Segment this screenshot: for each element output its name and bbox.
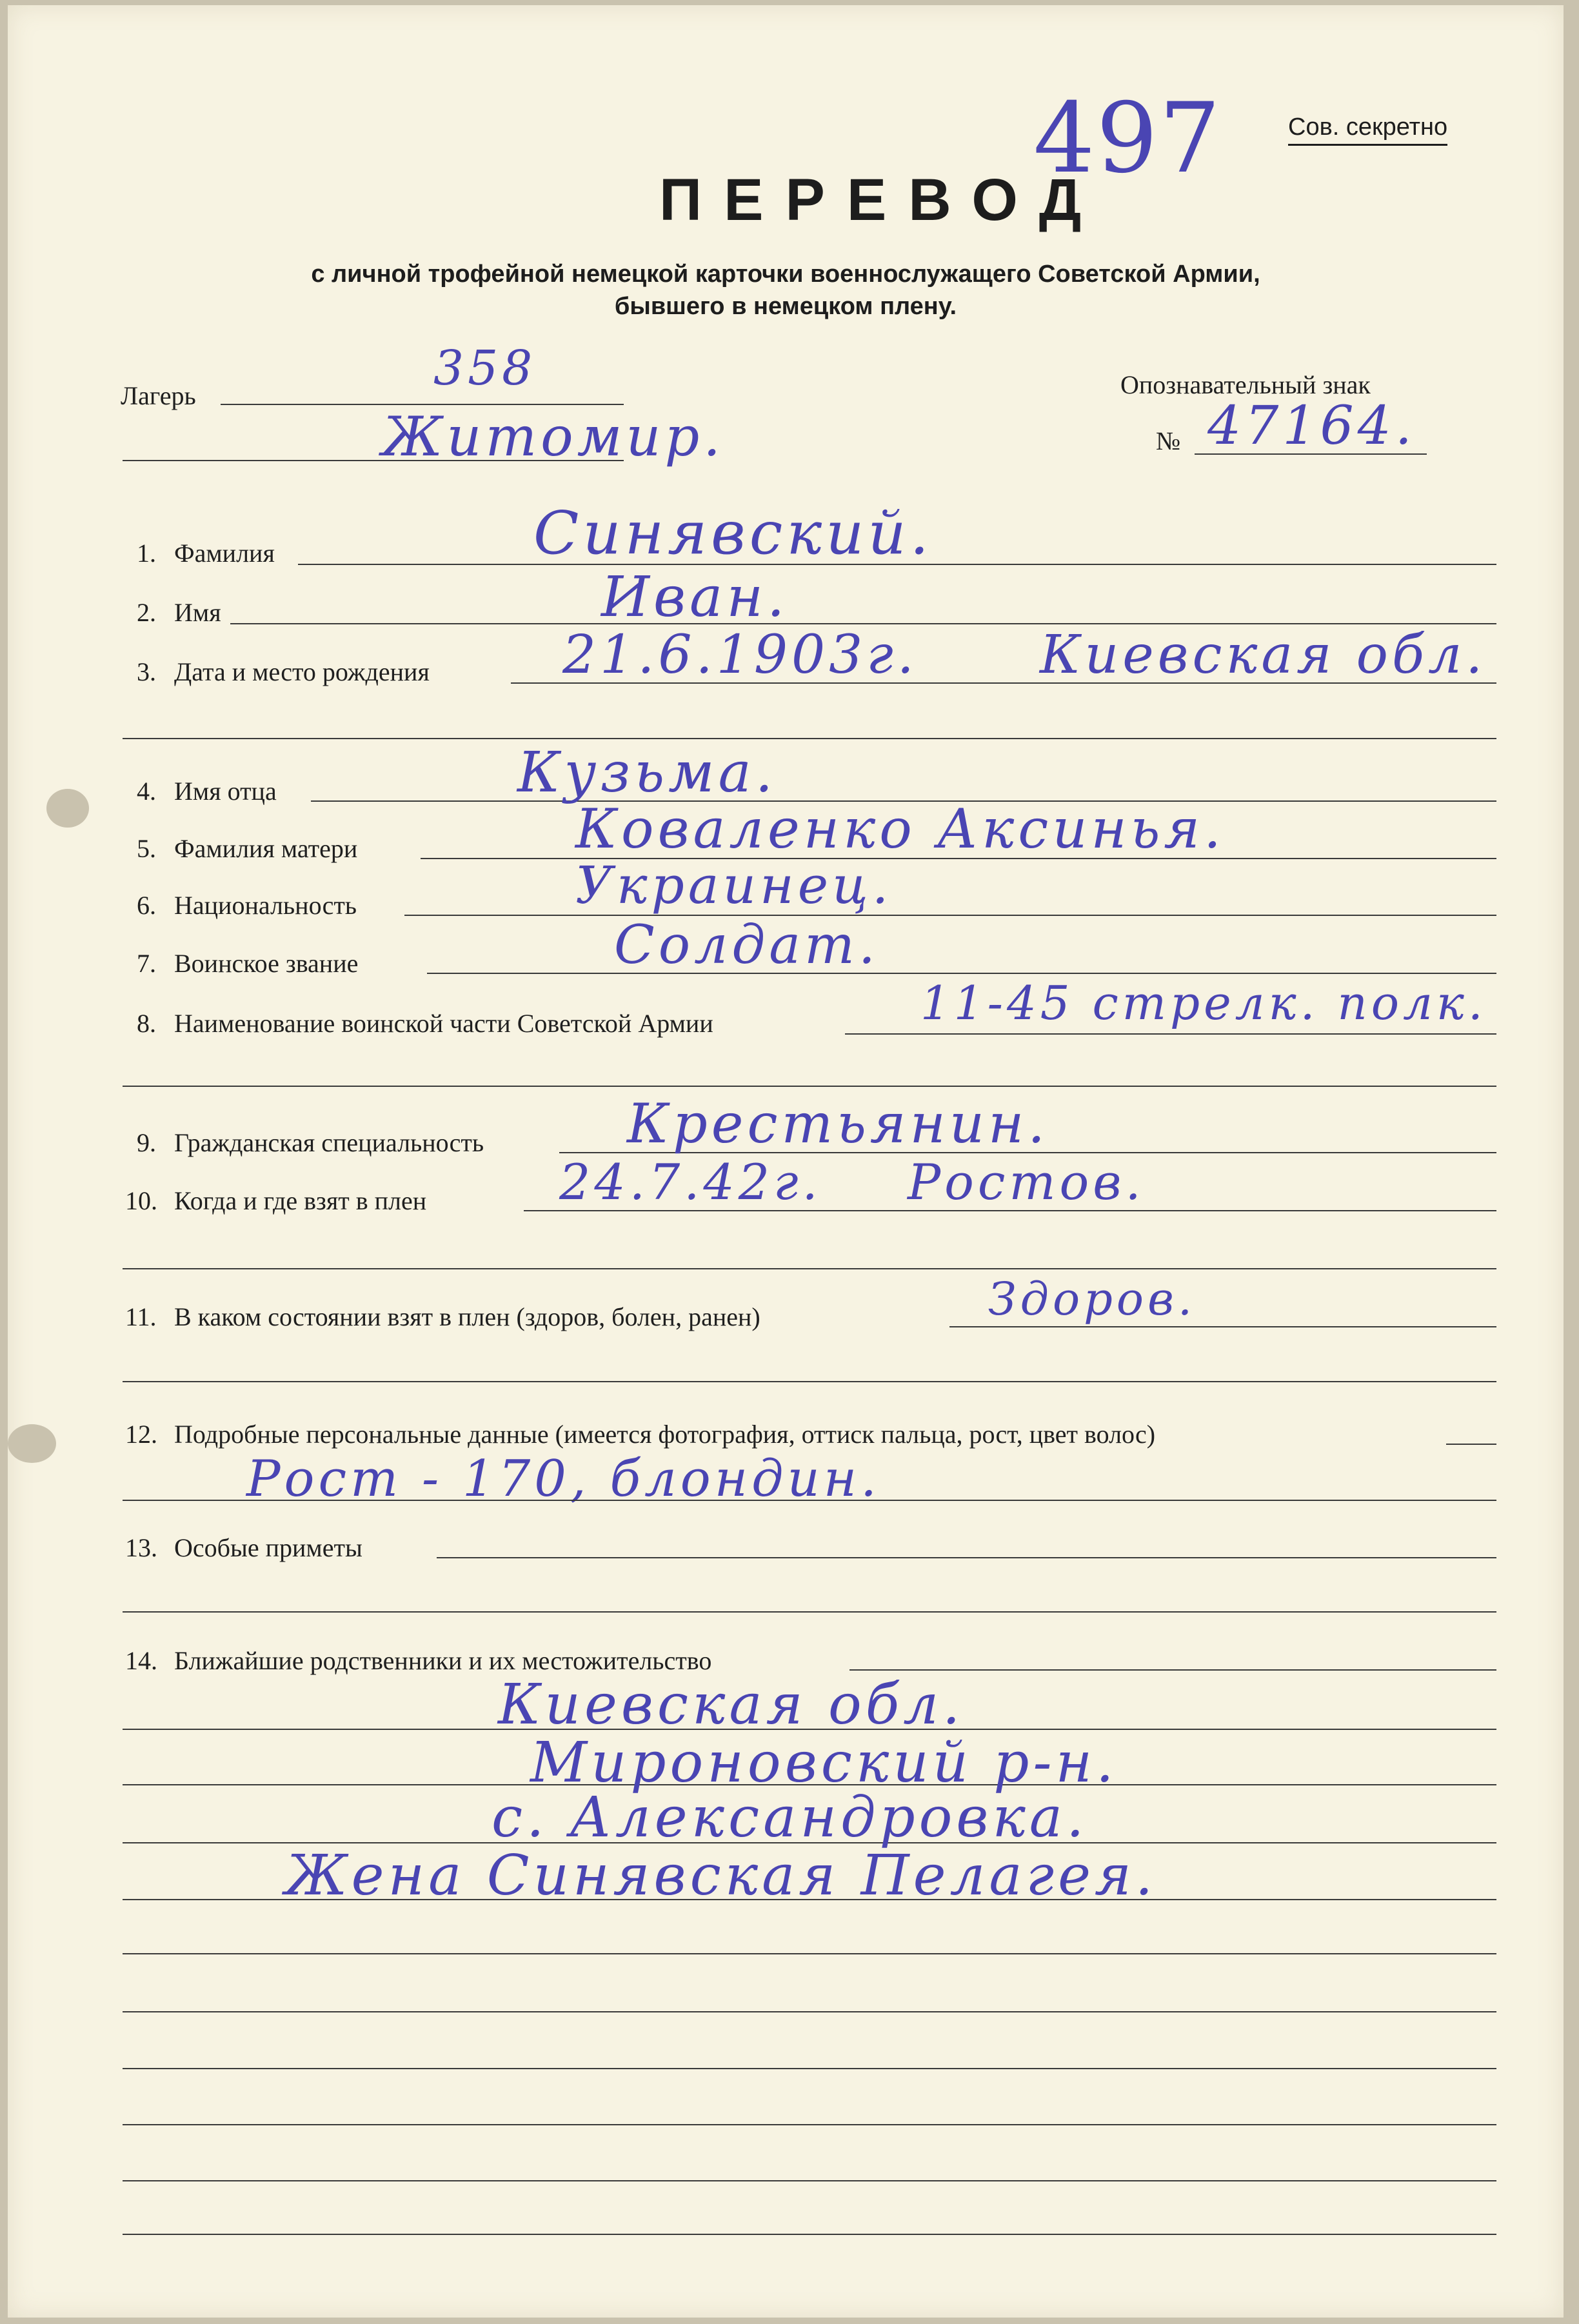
field-10-line-2 bbox=[123, 1268, 1496, 1269]
field-11-line-2 bbox=[123, 1381, 1496, 1382]
field-4-label: Имя отца bbox=[174, 777, 277, 806]
relatives-line-1-text: Киевская обл. bbox=[498, 1673, 964, 1737]
field-10-number: 10. bbox=[125, 1186, 157, 1215]
field-13-line-2 bbox=[123, 1611, 1496, 1613]
field-12-value: Рост - 170, блондин. bbox=[246, 1450, 880, 1508]
field-8-value: 11-45 стрелк. полк. bbox=[920, 976, 1487, 1030]
field-1-number: 1. bbox=[137, 539, 156, 568]
field-13-line bbox=[437, 1557, 1496, 1558]
field-4-number: 4. bbox=[137, 777, 156, 806]
registry-number: 497 bbox=[1033, 83, 1222, 195]
field-14-line bbox=[849, 1669, 1496, 1671]
camp-location: Житомир. bbox=[382, 405, 724, 468]
field-12-number: 12. bbox=[125, 1420, 157, 1449]
field-7-number: 7. bbox=[137, 949, 156, 978]
field-8-label: Наименование воинской части Советской Армии bbox=[174, 1009, 713, 1038]
field-6-value: Украинец. bbox=[575, 855, 893, 915]
field-13-number: 13. bbox=[125, 1533, 157, 1562]
secrecy-label: Сов. секретно bbox=[1288, 114, 1447, 146]
punch-hole-bottom bbox=[8, 1424, 56, 1463]
field-8-line bbox=[845, 1033, 1496, 1035]
field-14-label: Ближайшие родственники и их местожительство bbox=[174, 1646, 712, 1675]
field-6-label: Национальность bbox=[174, 891, 357, 920]
camp-label: Лагерь bbox=[121, 381, 196, 410]
relatives-line-7 bbox=[123, 2068, 1496, 2069]
field-10-label: Когда и где взят в плен bbox=[174, 1186, 427, 1215]
field-11-value: Здоров. bbox=[988, 1273, 1197, 1326]
document-subtitle-line2: бывшего в немецком плену. bbox=[614, 293, 957, 320]
field-7-value: Солдат. bbox=[614, 915, 879, 976]
field-10-value: 24.7.42г. bbox=[559, 1153, 822, 1211]
field-2-number: 2. bbox=[137, 598, 156, 627]
field-7-line bbox=[427, 973, 1496, 974]
field-2-label: Имя bbox=[174, 598, 221, 627]
field-5-value: Коваленко Аксинья. bbox=[575, 797, 1225, 860]
relatives-line-4-text: Жена Синявская Пелагея. bbox=[285, 1843, 1157, 1908]
field-3-value: 21.6.1903г. bbox=[562, 624, 918, 686]
relatives-line-10 bbox=[123, 2234, 1496, 2235]
field-8-line-2 bbox=[123, 1086, 1496, 1087]
field-11-line bbox=[949, 1326, 1496, 1327]
document-sheet bbox=[8, 5, 1564, 2318]
id-tag-label: Опознавательный знак bbox=[1120, 370, 1371, 399]
id-tag-number-sign: № bbox=[1156, 426, 1181, 455]
field-9-number: 9. bbox=[137, 1128, 156, 1157]
field-9-value: Крестьянин. bbox=[627, 1092, 1049, 1155]
field-8-number: 8. bbox=[137, 1009, 156, 1038]
document-title: ПЕРЕВОД bbox=[659, 167, 1104, 233]
field-3-value-place: Киевская обл. bbox=[1040, 624, 1487, 686]
field-6-number: 6. bbox=[137, 891, 156, 920]
relatives-line-9 bbox=[123, 2180, 1496, 2181]
field-12-line-2 bbox=[123, 1500, 1496, 1501]
field-13-label: Особые приметы bbox=[174, 1533, 362, 1562]
document-subtitle-line1: с личной трофейной немецкой карточки военнослужащего Советской Армии, bbox=[311, 261, 1260, 288]
field-9-label: Гражданская специальность bbox=[174, 1128, 484, 1157]
field-3-label: Дата и место рождения bbox=[174, 657, 430, 686]
relatives-line-2-text: Мироновский р-н. bbox=[530, 1731, 1118, 1795]
field-11-number: 11. bbox=[125, 1302, 157, 1331]
camp-number: 358 bbox=[433, 341, 537, 396]
field-14-number: 14. bbox=[125, 1646, 157, 1675]
id-tag-value: 47164. bbox=[1207, 395, 1416, 457]
field-3-number: 3. bbox=[137, 657, 156, 686]
field-12-label: Подробные персональные данные (имеется фотография, оттиск пальца, рост, цвет волос) bbox=[174, 1420, 1156, 1449]
field-6-line bbox=[404, 915, 1496, 916]
punch-hole-top bbox=[46, 789, 89, 828]
field-2-value: Иван. bbox=[601, 565, 789, 630]
relatives-line-5 bbox=[123, 1953, 1496, 1954]
field-5-number: 5. bbox=[137, 834, 156, 863]
field-10-value-place: Ростов. bbox=[908, 1153, 1145, 1211]
field-1-label: Фамилия bbox=[174, 539, 275, 568]
field-7-label: Воинское звание bbox=[174, 949, 359, 978]
field-12-line bbox=[1446, 1444, 1496, 1445]
field-4-value: Кузьма. bbox=[517, 740, 777, 805]
field-11-label: В каком состоянии взят в плен (здоров, болен, ранен) bbox=[174, 1302, 760, 1331]
field-3-line-2 bbox=[123, 738, 1496, 739]
relatives-line-3-text: с. Александровка. bbox=[492, 1785, 1088, 1850]
relatives-line-6 bbox=[123, 2011, 1496, 2012]
field-5-label: Фамилия матери bbox=[174, 834, 358, 863]
relatives-line-8 bbox=[123, 2124, 1496, 2125]
field-1-value: Синявский. bbox=[533, 499, 933, 568]
